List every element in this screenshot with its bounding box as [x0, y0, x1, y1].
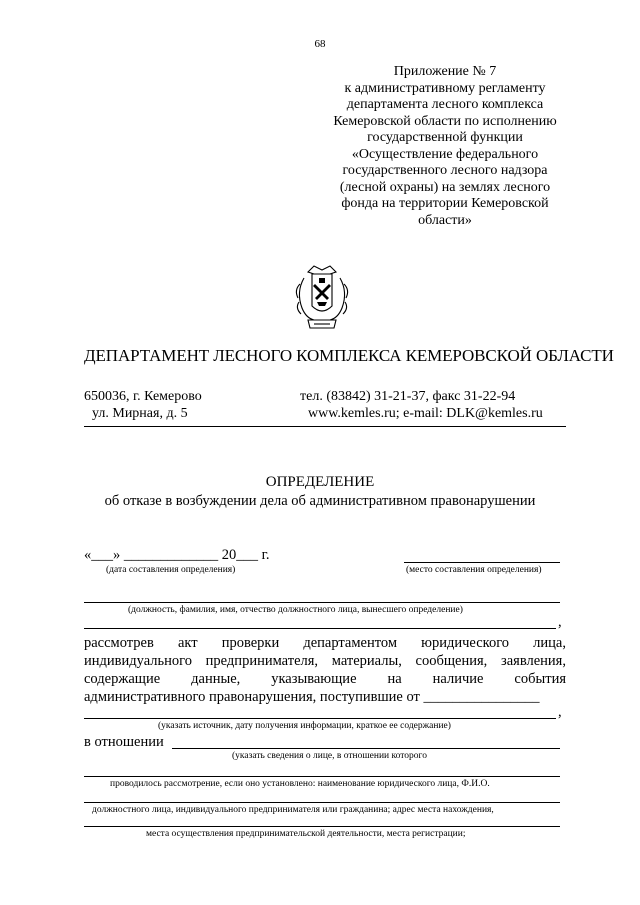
person-caption-3: должностного лица, индивидуального предпринимателя или гражданина; адрес места нахождения,	[92, 805, 494, 815]
regarding-label: в отношении	[84, 734, 164, 750]
source-field-line	[84, 718, 556, 719]
source-caption: (указать источник, дату получения информации, краткое ее содержание)	[158, 721, 451, 731]
person-caption-4: места осуществления предпринимательской деятельности, места регистрации;	[146, 829, 466, 839]
official-caption: (должность, фамилия, имя, отчество должностного лица, вынесшего определение)	[128, 605, 463, 615]
word: наличие	[432, 671, 484, 687]
word: сообщения,	[415, 653, 488, 669]
phone-fax: тел. (83842) 31-21-37, факс 31-22-94	[300, 389, 516, 404]
page-number: 68	[314, 38, 326, 50]
comma: ,	[558, 704, 562, 720]
official-field-line-2	[84, 628, 556, 629]
annex-line: департамента лесного комплекса	[346, 97, 544, 112]
word: содержащие	[84, 671, 161, 687]
paragraph-line-3	[84, 671, 566, 688]
word: события	[514, 671, 566, 687]
street-address: ул. Мирная, д. 5	[92, 406, 188, 421]
word: заявления,	[500, 653, 566, 669]
word: указывающие	[271, 671, 357, 687]
header-rule	[84, 426, 566, 427]
document-subtitle: об отказе в возбуждении дела об административном правонарушении	[104, 493, 536, 509]
regarding-field-line	[172, 748, 560, 749]
place-caption: (место составления определения)	[406, 565, 542, 575]
annex-line: Кемеровской области по исполнению	[333, 113, 557, 129]
annex-line: области»	[418, 212, 472, 228]
annex-block	[300, 64, 590, 229]
person-caption-2: проводилось рассмотрение, если оно установлено: наименование юридического лица, Ф.И.О.	[110, 779, 490, 789]
document-title: ОПРЕДЕЛЕНИЕ	[265, 474, 375, 490]
annex-line: государственного лесного надзора	[342, 163, 548, 178]
word: рассмотрев	[84, 635, 154, 651]
web-email: www.kemles.ru; e-mail: DLK@kemles.ru	[308, 406, 543, 421]
annex-line: государственной функции	[367, 130, 523, 145]
department-name: ДЕПАРТАМЕНТ ЛЕСНОГО КОМПЛЕКСА КЕМЕРОВСКОЙ ОБЛАСТИ	[84, 346, 614, 365]
word: департаментом	[303, 635, 398, 651]
coat-of-arms-emblem	[290, 262, 354, 334]
word: материалы,	[331, 653, 402, 669]
word: индивидуального	[84, 653, 192, 669]
paragraph-line-1	[84, 635, 566, 652]
annex-line: к административному регламенту	[344, 80, 546, 96]
annex-line: «Осуществление федерального	[351, 146, 539, 162]
paragraph-line-2	[84, 653, 566, 670]
word: проверки	[221, 635, 280, 651]
date-field: «___» _____________ 20___ г.	[84, 547, 270, 563]
word: акт	[177, 635, 198, 651]
comma: ,	[558, 614, 562, 630]
word: лица,	[533, 635, 566, 651]
word: данные,	[191, 671, 241, 687]
word: юридического	[421, 635, 510, 651]
annex-line: (лесной охраны) на землях лесного	[339, 179, 551, 195]
paragraph-line-4: административного правонарушения, поступившие от ________________	[84, 689, 540, 705]
postal-address: 650036, г. Кемерово	[84, 389, 202, 404]
place-field-line	[404, 562, 560, 563]
official-field-line	[84, 602, 560, 603]
person-field-line-2	[84, 802, 560, 803]
annex-line: Приложение № 7	[393, 64, 497, 79]
word: на	[387, 671, 402, 687]
annex-line: фонда на территории Кемеровской	[341, 196, 549, 211]
person-caption: (указать сведения о лице, в отношении которого	[232, 751, 427, 761]
person-field-line-3	[84, 826, 560, 827]
person-field-line	[84, 776, 560, 777]
date-caption: (дата составления определения)	[106, 565, 236, 575]
word: предпринимателя,	[205, 653, 319, 669]
